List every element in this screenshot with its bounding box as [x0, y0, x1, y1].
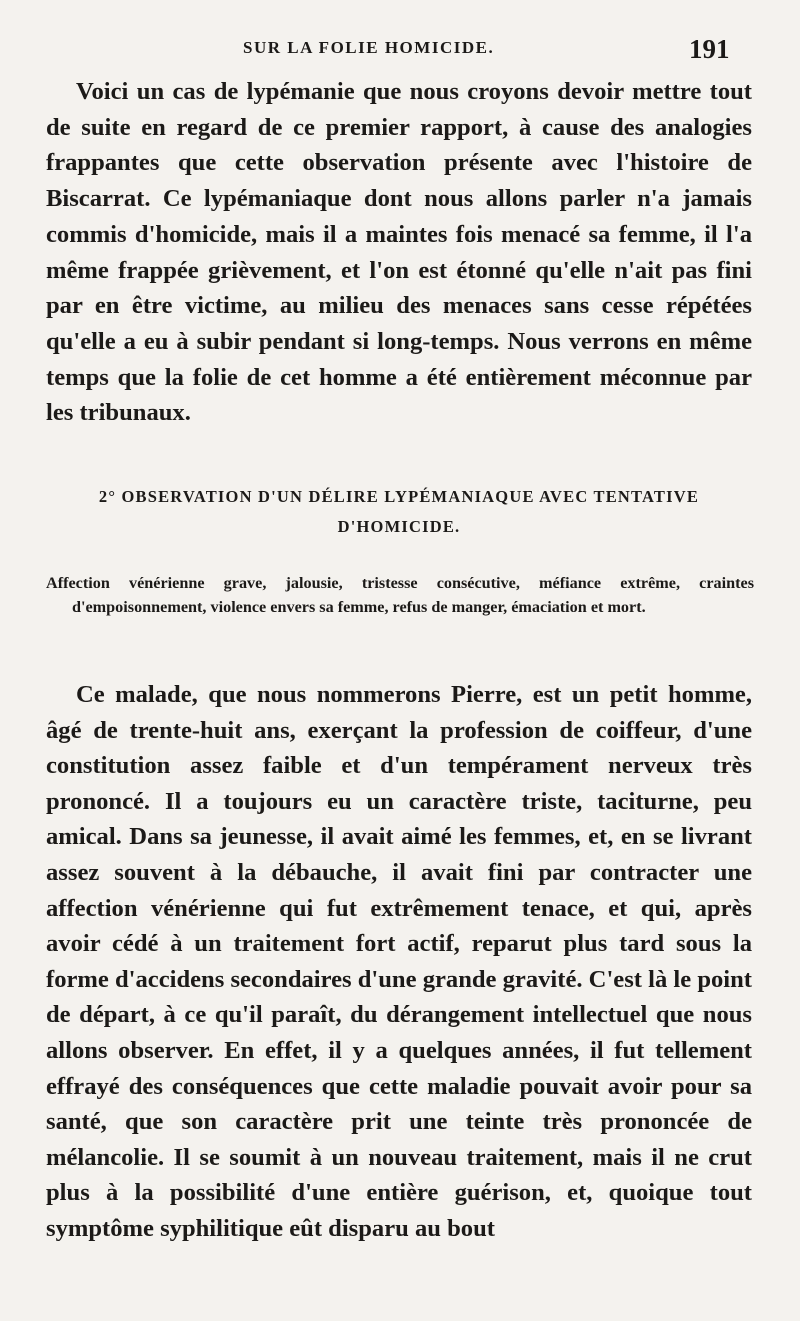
observation-summary: Affection vénérienne grave, jalousie, tristesse consécutive, méfiance extrême, craintes d'empoisonnement, violence envers sa femme, refus de manger, émaciation et mort.: [46, 574, 754, 616]
page-header: [0, 34, 800, 68]
running-title: SUR LA FOLIE HOMICIDE.: [243, 38, 495, 57]
observation-title: 2° OBSERVATION D'UN DÉLIRE LYPÉMANIAQUE AVEC TENTATIVE D'HOMICIDE.: [98, 487, 700, 536]
intro-paragraph: Voici un cas de lypémanie que nous croyons devoir mettre tout de suite en regard de ce premier rapport, à cause des analogies frappantes que cette observation présente avec l'histoire de Biscarrat. Ce lypémaniaque dont nous allons parler n'a jamais commis d'homicide, mais il a maintes fois menacé sa femme, il l'a même frappée grièvement, et l'on est étonné qu'elle n'ait pas fini par en être victime, au milieu des menaces sans cesse répétées qu'elle a eu à subir pendant si long-temps. Nous verrons en même temps que la folie de cet homme a été entièrement méconnue par les tribunaux.: [46, 78, 752, 427]
case-paragraph: Ce malade, que nous nommerons Pierre, est un petit homme, âgé de trente-huit ans, exerçant la profession de coiffeur, d'une constitution assez faible et d'un tempérament nerveux très prononcé. Il a toujours eu un caractère triste, taciturne, peu amical. Dans sa jeunesse, il avait aimé les femmes, et, en se livrant assez souvent à la débauche, il avait fini par contracter une affection vénérienne qui fut extrêmement tenace, et qui, après avoir cédé à un traitement fort actif, reparut plus tard sous la forme d'accidens secondaires d'une grande gravité. C'est là le point de départ, à ce qu'il paraît, du dérangement intellectuel que nous allons observer. En effet, il y a quelques années, il fut tellement effrayé des conséquences que cette maladie pouvait avoir pour sa santé, que son caractère prit une teinte très prononcée de mélancolie. Il se soumit à un nouveau traitement, mais il ne crut plus à la possibilité d'une entière guérison, et, quoique tout symptôme syphilitique eût disparu au bout: [46, 681, 752, 1242]
page-number: 191: [689, 34, 730, 64]
